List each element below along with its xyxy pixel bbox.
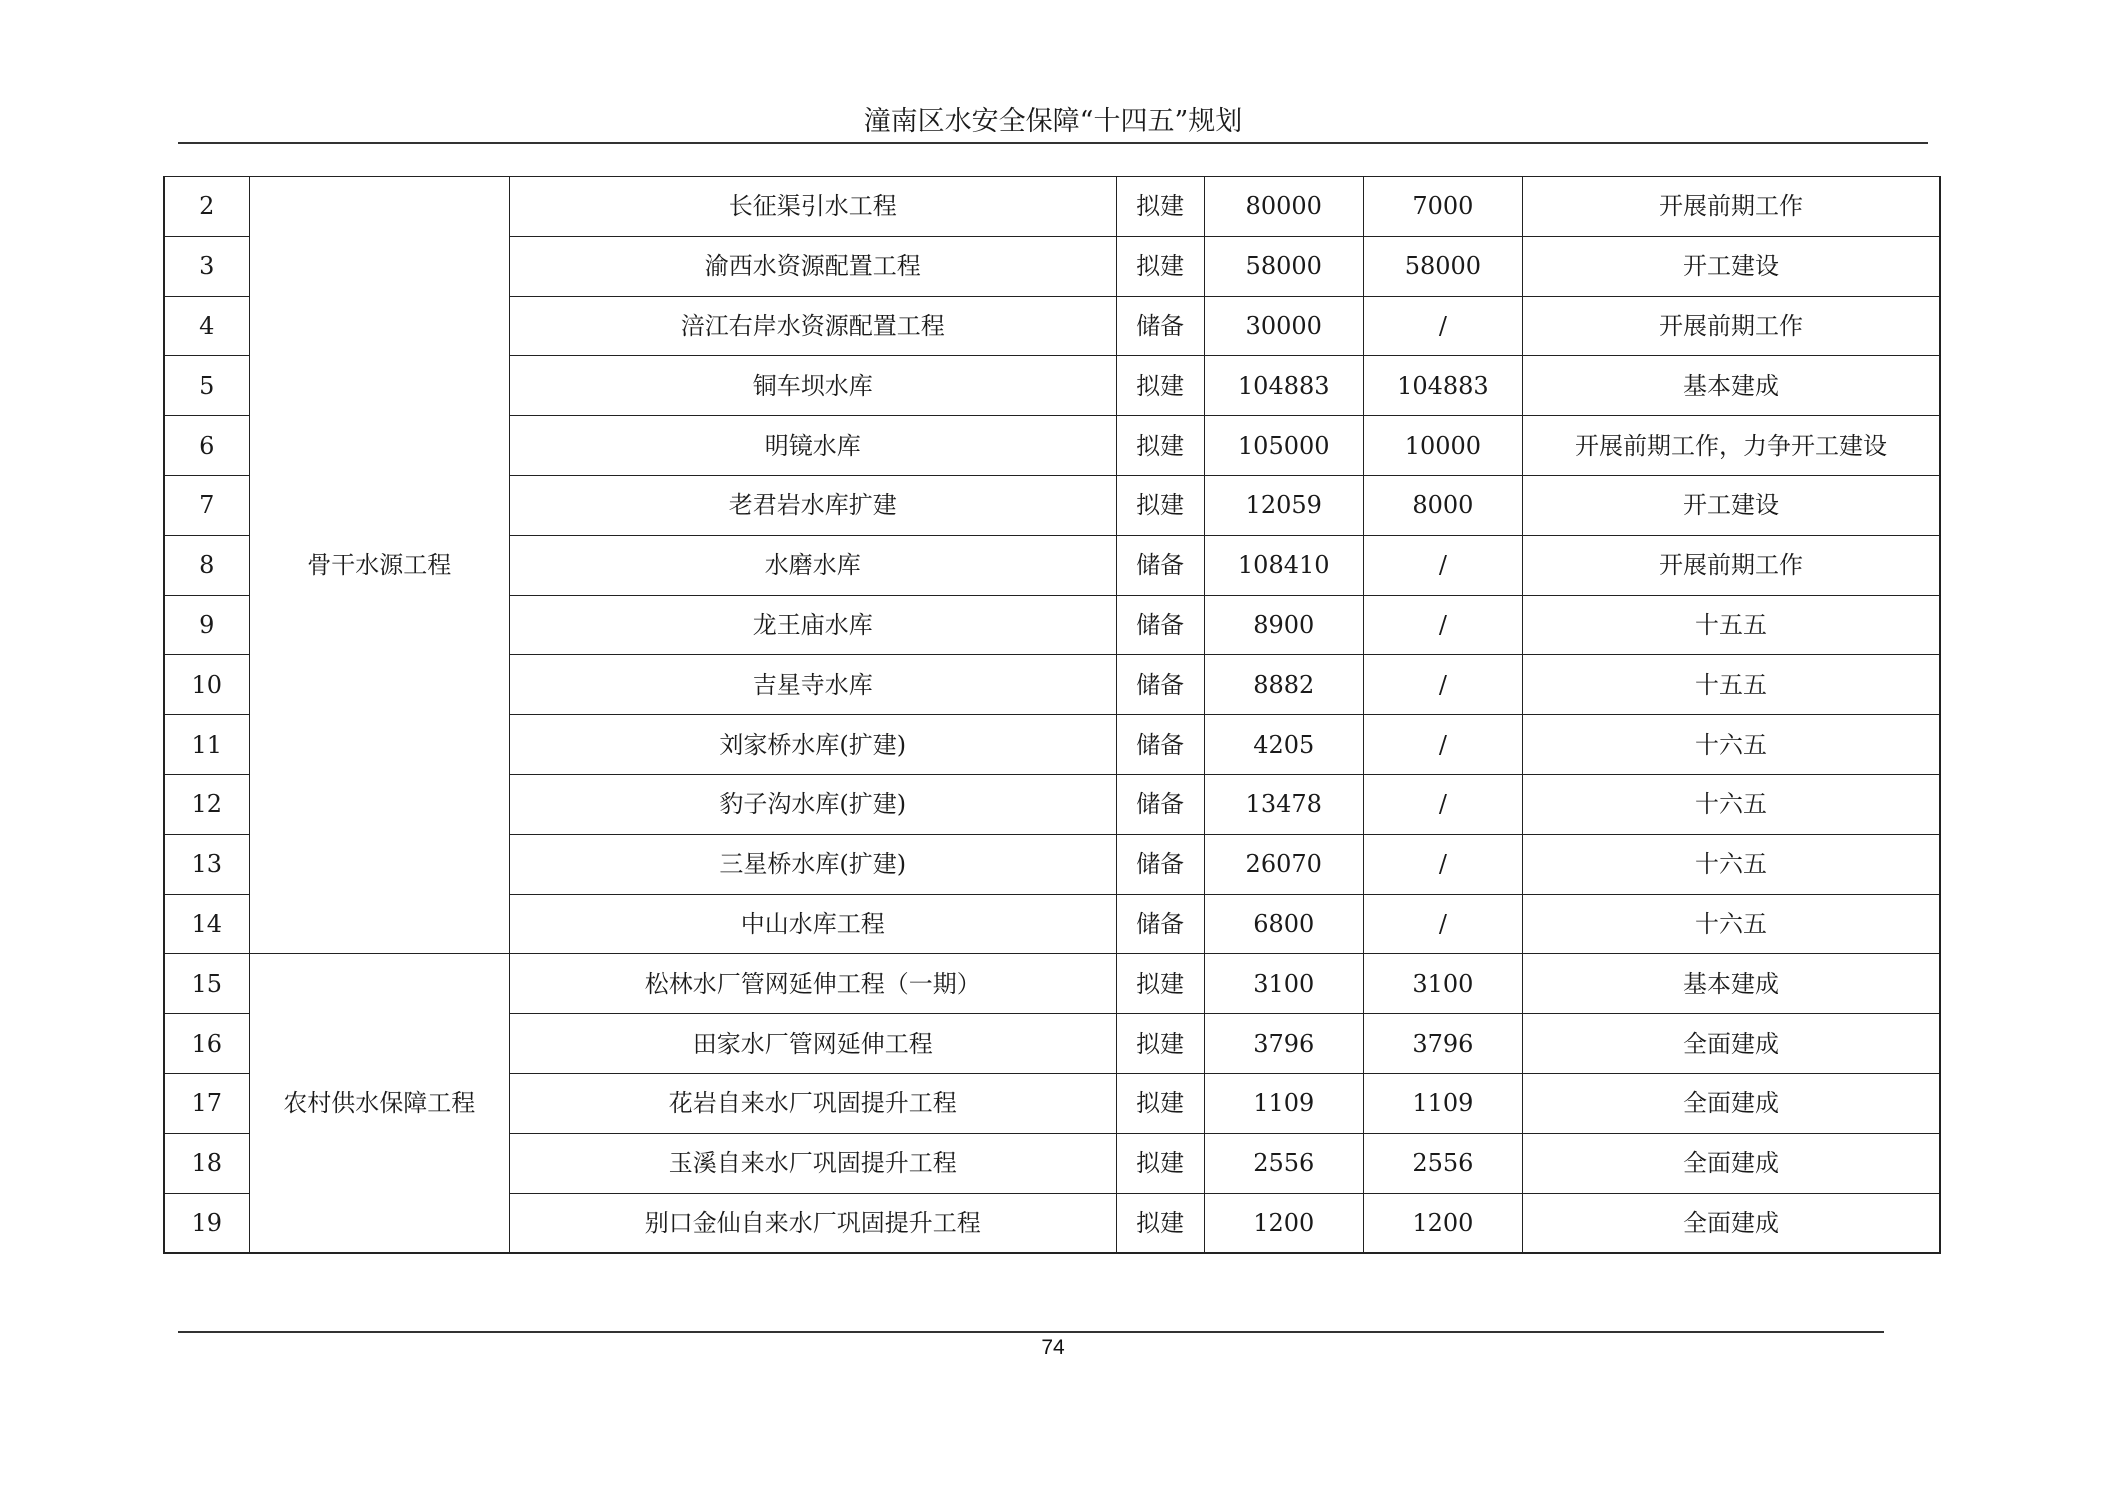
total-investment-cell: 2556 [1204, 1133, 1363, 1193]
status-cell: 拟建 [1116, 954, 1204, 1014]
planned-investment-cell: 58000 [1363, 236, 1522, 296]
status-cell: 储备 [1116, 834, 1204, 894]
row-number-cell: 2 [164, 177, 249, 237]
total-investment-cell: 80000 [1204, 177, 1363, 237]
target-cell: 十六五 [1522, 774, 1940, 834]
planned-investment-cell: 2556 [1363, 1133, 1522, 1193]
total-investment-cell: 30000 [1204, 296, 1363, 356]
total-investment-cell: 105000 [1204, 416, 1363, 476]
target-cell: 十六五 [1522, 834, 1940, 894]
project-name-cell: 玉溪自来水厂巩固提升工程 [509, 1133, 1116, 1193]
total-investment-cell: 12059 [1204, 475, 1363, 535]
total-investment-cell: 108410 [1204, 535, 1363, 595]
row-number-cell: 4 [164, 296, 249, 356]
row-number-cell: 14 [164, 894, 249, 954]
target-cell: 全面建成 [1522, 1073, 1940, 1133]
table-body [164, 177, 1940, 1254]
row-number-cell: 3 [164, 236, 249, 296]
status-cell: 拟建 [1116, 1133, 1204, 1193]
status-cell: 储备 [1116, 655, 1204, 715]
total-investment-cell: 1200 [1204, 1193, 1363, 1253]
row-number-cell: 16 [164, 1014, 249, 1074]
project-table [163, 176, 1941, 1254]
header-divider [178, 142, 1928, 144]
total-investment-cell: 1109 [1204, 1073, 1363, 1133]
planned-investment-cell: / [1363, 894, 1522, 954]
category-cell: 骨干水源工程 [249, 177, 509, 954]
planned-investment-cell: 3796 [1363, 1014, 1522, 1074]
planned-investment-cell: 104883 [1363, 356, 1522, 416]
table-row [164, 177, 1940, 237]
planned-investment-cell: / [1363, 655, 1522, 715]
total-investment-cell: 3796 [1204, 1014, 1363, 1074]
status-cell: 拟建 [1116, 416, 1204, 476]
project-name-cell: 田家水厂管网延伸工程 [509, 1014, 1116, 1074]
project-name-cell: 豹子沟水库(扩建) [509, 774, 1116, 834]
total-investment-cell: 6800 [1204, 894, 1363, 954]
row-number-cell: 17 [164, 1073, 249, 1133]
row-number-cell: 11 [164, 715, 249, 775]
project-name-cell: 三星桥水库(扩建) [509, 834, 1116, 894]
status-cell: 拟建 [1116, 1014, 1204, 1074]
status-cell: 储备 [1116, 296, 1204, 356]
row-number-cell: 13 [164, 834, 249, 894]
page-number: 74 [1041, 1336, 1065, 1359]
row-number-cell: 6 [164, 416, 249, 476]
category-cell: 农村供水保障工程 [249, 954, 509, 1253]
page-title: 潼南区水安全保障“十四五”规划 [863, 106, 1243, 137]
footer-divider [178, 1331, 1884, 1333]
row-number-cell: 10 [164, 655, 249, 715]
row-number-cell: 7 [164, 475, 249, 535]
status-cell: 拟建 [1116, 356, 1204, 416]
status-cell: 拟建 [1116, 1193, 1204, 1253]
row-number-cell: 19 [164, 1193, 249, 1253]
table-row [164, 954, 1940, 1014]
project-name-cell: 吉星寺水库 [509, 655, 1116, 715]
planned-investment-cell: / [1363, 595, 1522, 655]
planned-investment-cell: 7000 [1363, 177, 1522, 237]
status-cell: 储备 [1116, 894, 1204, 954]
target-cell: 开展前期工作 [1522, 535, 1940, 595]
target-cell: 基本建成 [1522, 954, 1940, 1014]
project-name-cell: 中山水库工程 [509, 894, 1116, 954]
target-cell: 全面建成 [1522, 1193, 1940, 1253]
planned-investment-cell: 3100 [1363, 954, 1522, 1014]
planned-investment-cell: / [1363, 834, 1522, 894]
status-cell: 储备 [1116, 774, 1204, 834]
total-investment-cell: 8900 [1204, 595, 1363, 655]
planned-investment-cell: 10000 [1363, 416, 1522, 476]
total-investment-cell: 104883 [1204, 356, 1363, 416]
row-number-cell: 15 [164, 954, 249, 1014]
target-cell: 开展前期工作，力争开工建设 [1522, 416, 1940, 476]
project-name-cell: 别口金仙自来水厂巩固提升工程 [509, 1193, 1116, 1253]
target-cell: 十五五 [1522, 595, 1940, 655]
target-cell: 十五五 [1522, 655, 1940, 715]
status-cell: 储备 [1116, 595, 1204, 655]
target-cell: 开展前期工作 [1522, 177, 1940, 237]
row-number-cell: 5 [164, 356, 249, 416]
planned-investment-cell: / [1363, 535, 1522, 595]
status-cell: 储备 [1116, 535, 1204, 595]
status-cell: 储备 [1116, 715, 1204, 775]
planned-investment-cell: 1109 [1363, 1073, 1522, 1133]
project-name-cell: 花岩自来水厂巩固提升工程 [509, 1073, 1116, 1133]
status-cell: 拟建 [1116, 475, 1204, 535]
project-name-cell: 渝西水资源配置工程 [509, 236, 1116, 296]
target-cell: 全面建成 [1522, 1133, 1940, 1193]
project-name-cell: 长征渠引水工程 [509, 177, 1116, 237]
target-cell: 开展前期工作 [1522, 296, 1940, 356]
project-name-cell: 刘家桥水库(扩建) [509, 715, 1116, 775]
row-number-cell: 18 [164, 1133, 249, 1193]
status-cell: 拟建 [1116, 236, 1204, 296]
row-number-cell: 12 [164, 774, 249, 834]
target-cell: 基本建成 [1522, 356, 1940, 416]
project-name-cell: 铜车坝水库 [509, 356, 1116, 416]
total-investment-cell: 3100 [1204, 954, 1363, 1014]
status-cell: 拟建 [1116, 1073, 1204, 1133]
project-name-cell: 龙王庙水库 [509, 595, 1116, 655]
planned-investment-cell: 8000 [1363, 475, 1522, 535]
status-cell: 拟建 [1116, 177, 1204, 237]
total-investment-cell: 26070 [1204, 834, 1363, 894]
total-investment-cell: 8882 [1204, 655, 1363, 715]
planned-investment-cell: / [1363, 715, 1522, 775]
total-investment-cell: 58000 [1204, 236, 1363, 296]
project-name-cell: 明镜水库 [509, 416, 1116, 476]
target-cell: 开工建设 [1522, 475, 1940, 535]
row-number-cell: 9 [164, 595, 249, 655]
target-cell: 开工建设 [1522, 236, 1940, 296]
planned-investment-cell: 1200 [1363, 1193, 1522, 1253]
target-cell: 十六五 [1522, 894, 1940, 954]
total-investment-cell: 13478 [1204, 774, 1363, 834]
project-name-cell: 松林水厂管网延伸工程（一期） [509, 954, 1116, 1014]
project-name-cell: 水磨水库 [509, 535, 1116, 595]
project-name-cell: 涪江右岸水资源配置工程 [509, 296, 1116, 356]
project-name-cell: 老君岩水库扩建 [509, 475, 1116, 535]
planned-investment-cell: / [1363, 296, 1522, 356]
total-investment-cell: 4205 [1204, 715, 1363, 775]
planned-investment-cell: / [1363, 774, 1522, 834]
target-cell: 全面建成 [1522, 1014, 1940, 1074]
row-number-cell: 8 [164, 535, 249, 595]
target-cell: 十六五 [1522, 715, 1940, 775]
